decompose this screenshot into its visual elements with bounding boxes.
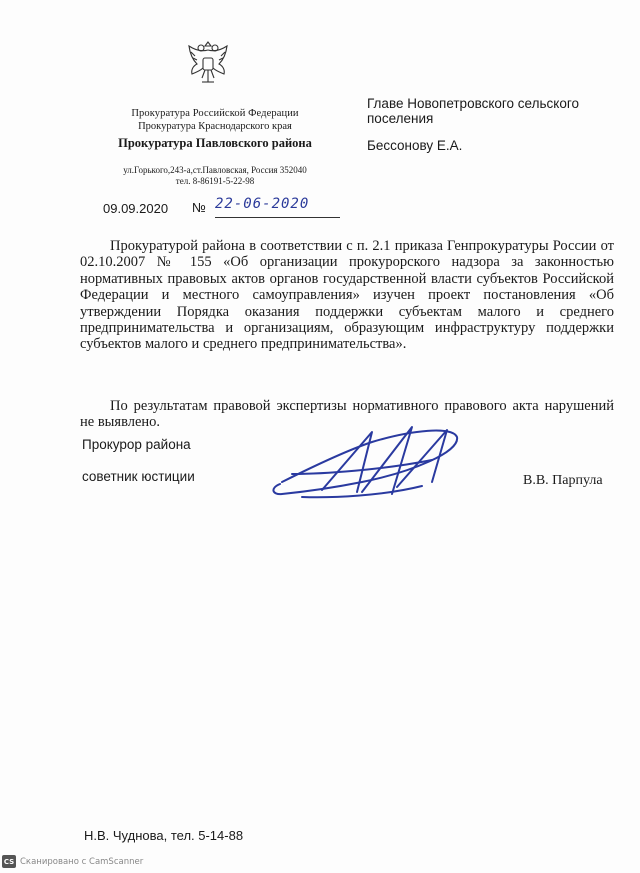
executor-info: Н.В. Чуднова, тел. 5-14-88 bbox=[84, 828, 244, 843]
org-line-region: Прокуратура Краснодарского края bbox=[138, 121, 292, 132]
signer-rank: советник юстиции bbox=[82, 469, 195, 484]
camscanner-icon: CS bbox=[2, 855, 16, 868]
addressee-name: Бессонову Е.А. bbox=[367, 138, 463, 153]
org-phone: тел. 8-86191-5-22-98 bbox=[175, 176, 255, 186]
handwritten-signature bbox=[262, 412, 467, 507]
addressee-position: Главе Новопетровского сельского поселения bbox=[367, 96, 579, 126]
scanner-text: Сканировано с CamScanner bbox=[20, 856, 144, 867]
coat-of-arms-icon bbox=[183, 38, 233, 90]
org-address: ул.Горького,243-а,ст.Павловская, Россия 352040 bbox=[123, 165, 307, 175]
body-paragraph-2: По результатам правовой экспертизы нормативного правового акта нарушений не выявлено. bbox=[80, 398, 614, 431]
scanner-watermark bbox=[2, 855, 143, 868]
registration-number-field bbox=[215, 195, 340, 218]
org-line-district: Прокуратура Павловского района bbox=[118, 136, 312, 150]
number-sign: № bbox=[192, 200, 206, 215]
org-line-federation: Прокуратура Российской Федерации bbox=[131, 108, 299, 119]
handwritten-number: 22-06-2020 bbox=[215, 196, 310, 212]
body-paragraph-1: Прокуратурой района в соответствии с п. 2.1 приказа Генпрокуратуры России от 02.10.2007 № 155 «Об организации прокурорского надзора за законностью нормативных правовых актов органов государственной власти субъектов Российской Федерации и местного самоуправления» изучен проект постановления «Об утверждении Порядка оказания поддержки субъектам малого и среднего предпринимательства и организациям, образующим инфраструктуру поддержки субъектов малого и среднего предпринимательства». bbox=[80, 238, 614, 353]
signer-name: В.В. Парпула bbox=[523, 473, 603, 488]
letter-date: 09.09.2020 bbox=[103, 201, 169, 216]
signer-position: Прокурор района bbox=[82, 437, 191, 452]
